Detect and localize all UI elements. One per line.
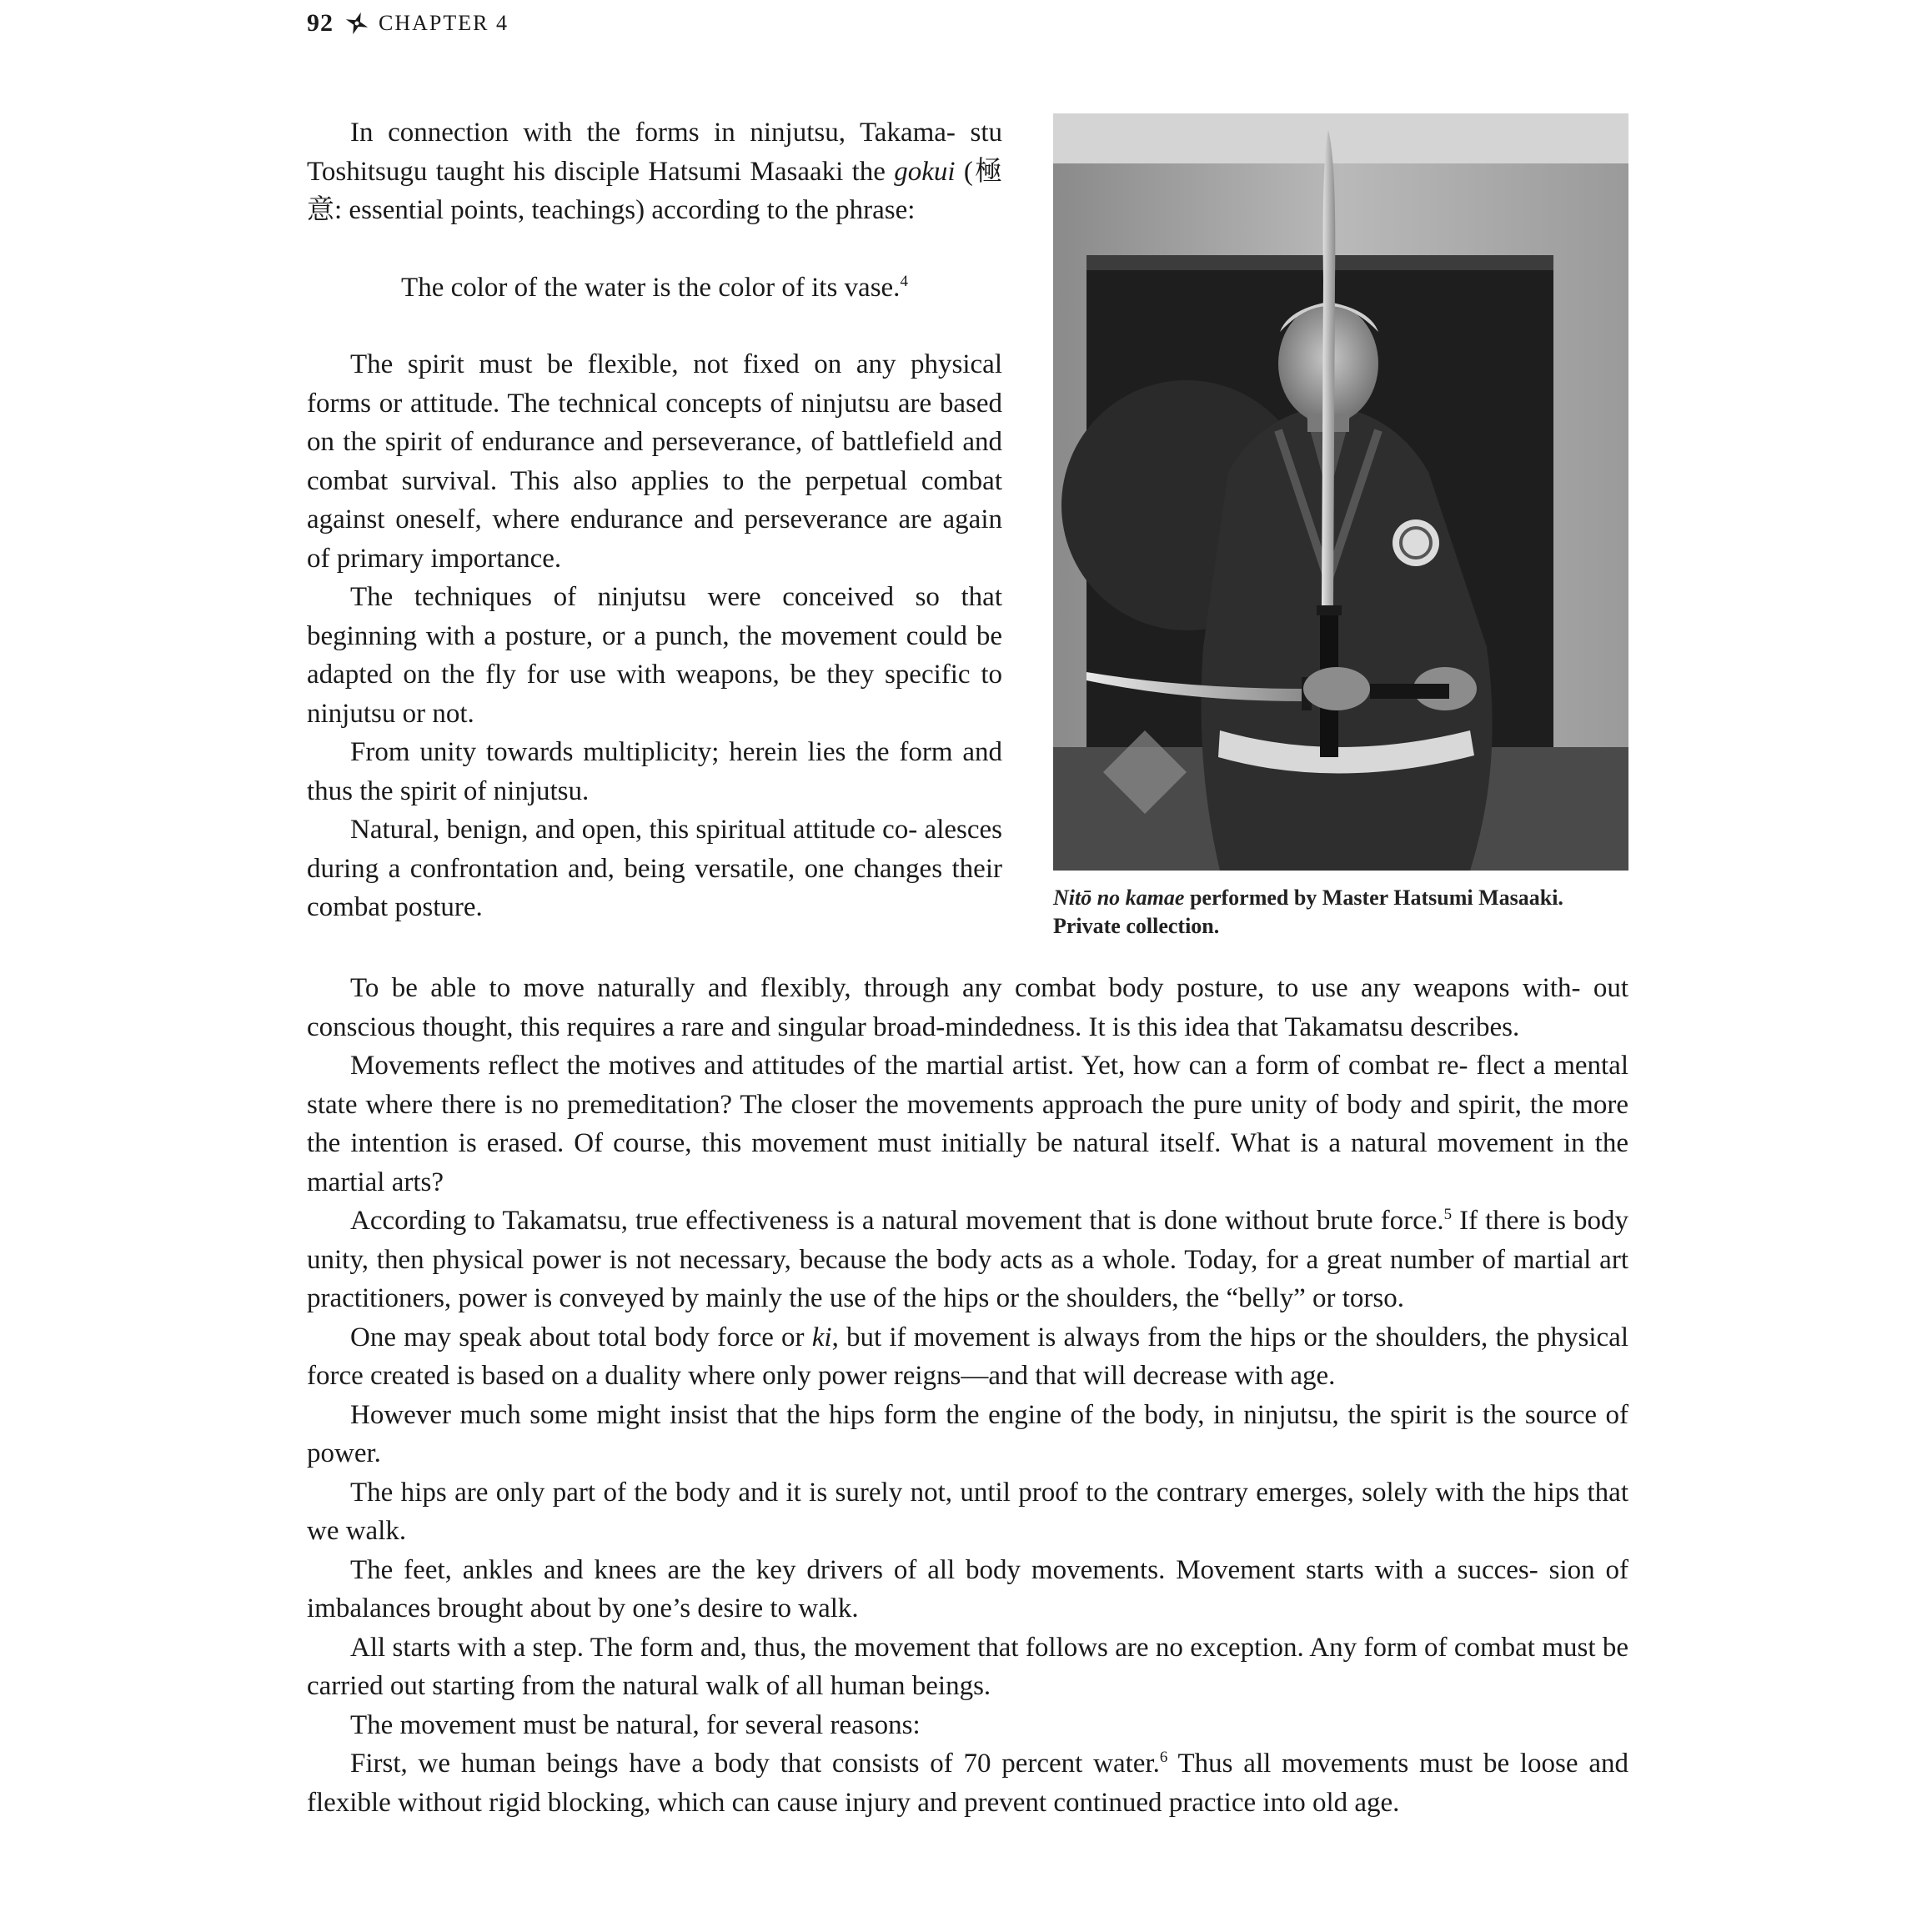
paragraph: However much some might insist that the hips form the engine of the body, in ninjutsu, the spirit is the source of power.: [307, 1399, 1628, 1468]
paragraph: The hips are only part of the body and it is surely not, until proof to the contrary emerges, solely with the hips that we walk.: [307, 1477, 1628, 1546]
paragraph: According to Takamatsu, true effectiveness is a natural movement that is done without brute force.$^5$ If there is body unity, then physical power is not necessary, because the body acts as a whole. Today, for a great number of martial art practitioners, power is conveyed by mainly the use of the hips or the shoulders, the “belly” or torso.: [307, 1206, 1629, 1313]
paragraph: All starts with a step. The form and, thus, the movement that follows are no exception. Any form of combat must be carried out starting from the natural walk of all human beings.: [307, 1632, 1628, 1701]
figure: [1053, 113, 1628, 941]
text-column-wide: [307, 969, 1628, 1822]
paragraph: The techniques of ninjutsu were conceived so that beginning with a posture, or a punch, the movement could be adapted on the fly for use with weapons, be they specific to ninjutsu or not.: [307, 582, 1002, 729]
caption-term: Nitō no kamae: [1053, 886, 1185, 910]
japanese-term: ki: [811, 1322, 832, 1352]
paragraph: The movement must be natural, for several reasons:: [350, 1709, 921, 1740]
epigraph-quote: The color of the water is the color of its vase.$^4$: [401, 272, 908, 303]
paragraph: To be able to move naturally and flexibly, through any combat body posture, to use any weapons with- out conscious thought, this requires a rare and singular broad-mindedness. It is this idea that Takamatsu describes.: [307, 973, 1628, 1042]
footnote-ref: 5: [1443, 1206, 1453, 1223]
figure-caption: Nitō no kamae performed by Master Hatsumi Masaaki. Private collection.: [1053, 884, 1628, 941]
shuriken-icon: [344, 10, 370, 37]
footnote-ref: 4: [900, 272, 908, 290]
japanese-term: gokui: [894, 156, 956, 187]
paragraph: Natural, benign, and open, this spiritual attitude co- alesces during a confrontation and, being versatile, one changes their combat posture.: [307, 815, 1002, 922]
chapter-label: CHAPTER 4: [379, 11, 509, 35]
paragraph: First, we human beings have a body that consists of 70 percent water.$^6$ Thus all movements must be loose and flexible without rigid blocking, which can cause injury and prevent continued practice into old age.: [307, 1749, 1628, 1818]
caption-credit: Private collection.: [1053, 914, 1220, 938]
paragraph: Movements reflect the motives and attitudes of the martial artist. Yet, how can a form of combat re- flect a mental state where there is no premeditation? The closer the movements approach the pure unity of body and spirit, the more the intention is erased. Of course, this movement must initially be natural itself. What is a natural movement in the martial arts?: [307, 1051, 1628, 1197]
paragraph: The feet, ankles and knees are the key drivers of all body movements. Movement starts with a succes- sion of imbalances brought about by one’s desire to walk.: [307, 1554, 1628, 1623]
text-column-narrow: [307, 113, 1002, 927]
paragraph: In connection with the forms in ninjutsu, Takama- stu Toshitsugu taught his disciple Hatsumi Masaaki the gokui (極 意: essential points, teachings) according to the phrase:: [307, 118, 1002, 225]
paragraph: One may speak about total body force or ki, but if movement is always from the hips or the shoulders, the physical force created is based on a duality where only power reigns—and that will decrease with age.: [307, 1322, 1628, 1391]
footnote-ref: 6: [1159, 1749, 1168, 1766]
photograph-swordsman: [1053, 113, 1628, 871]
running-header: [307, 7, 509, 40]
page-number: 92: [307, 9, 334, 37]
paragraph: From unity towards multiplicity; herein lies the form and thus the spirit of ninjutsu.: [307, 737, 1002, 806]
paragraph: The spirit must be flexible, not fixed on any physical forms or attitude. The technical concepts of ninjutsu are based on the spirit of endurance and perseverance, of battlefield and combat survival. This also applies to the perpetual combat against oneself, where endurance and perseverance are again of primary importance.: [307, 349, 1002, 574]
